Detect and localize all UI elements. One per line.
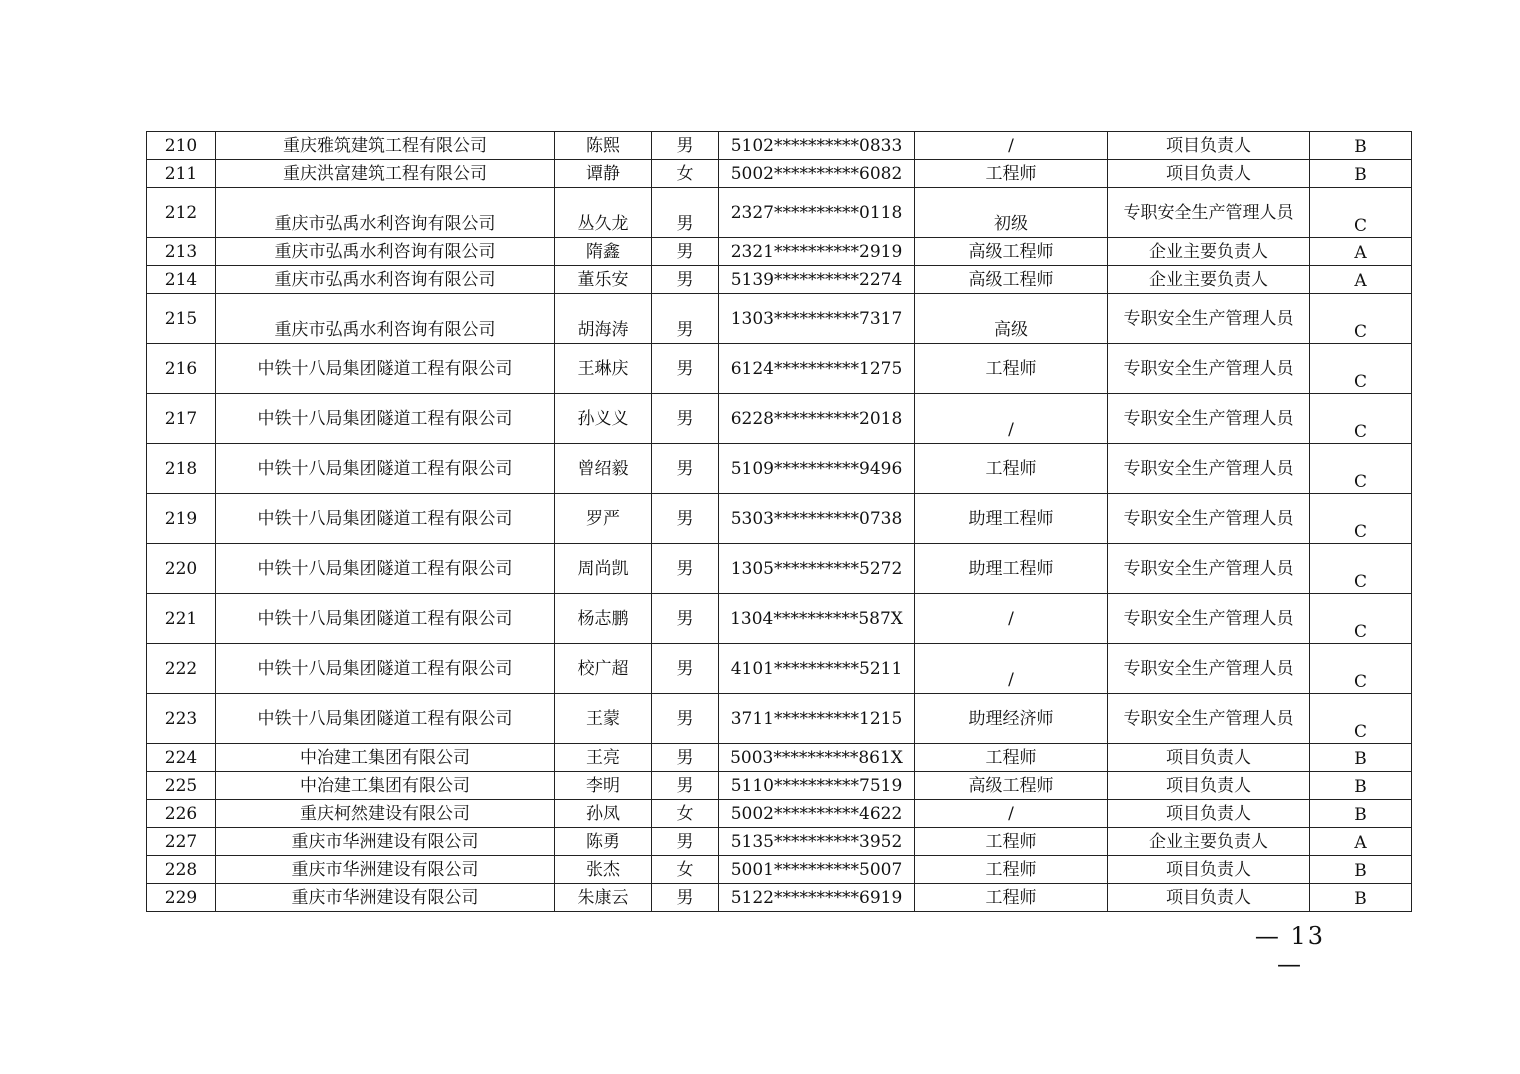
- person-name: 杨志鹏: [555, 594, 652, 644]
- gender: 男: [652, 772, 719, 800]
- person-name: 曾绍毅: [555, 444, 652, 494]
- table-row: [147, 344, 1412, 394]
- professional-title: 助理经济师: [915, 694, 1108, 744]
- row-number: 227: [147, 828, 216, 856]
- table-row: [147, 884, 1412, 912]
- person-name: 丛久龙: [555, 188, 652, 238]
- row-number: 218: [147, 444, 216, 494]
- person-name: 陈勇: [555, 828, 652, 856]
- professional-title: /: [915, 132, 1108, 160]
- table-row: [147, 238, 1412, 266]
- table-row: [147, 294, 1412, 344]
- table-row: [147, 132, 1412, 160]
- rating: B: [1310, 772, 1412, 800]
- job-role: 项目负责人: [1108, 132, 1310, 160]
- id-number: 1304**********587X: [719, 594, 915, 644]
- row-number: 219: [147, 494, 216, 544]
- row-number: 223: [147, 694, 216, 744]
- gender: 男: [652, 744, 719, 772]
- job-role: 项目负责人: [1108, 856, 1310, 884]
- row-number: 226: [147, 800, 216, 828]
- person-name: 李明: [555, 772, 652, 800]
- company-name: 中铁十八局集团隧道工程有限公司: [216, 694, 555, 744]
- table-row: [147, 544, 1412, 594]
- company-name: 中冶建工集团有限公司: [216, 744, 555, 772]
- table-row: [147, 444, 1412, 494]
- table-row: [147, 800, 1412, 828]
- gender: 男: [652, 884, 719, 912]
- gender: 男: [652, 394, 719, 444]
- gender: 男: [652, 294, 719, 344]
- table-row: [147, 160, 1412, 188]
- company-name: 中冶建工集团有限公司: [216, 772, 555, 800]
- row-number: 229: [147, 884, 216, 912]
- person-name: 陈熙: [555, 132, 652, 160]
- table-row: [147, 594, 1412, 644]
- row-number: 215: [147, 294, 216, 344]
- table-row: [147, 494, 1412, 544]
- rating: C: [1310, 444, 1412, 494]
- id-number: 5109**********9496: [719, 444, 915, 494]
- professional-title: /: [915, 594, 1108, 644]
- professional-title: /: [915, 644, 1108, 694]
- company-name: 重庆市弘禹水利咨询有限公司: [216, 294, 555, 344]
- company-name: 重庆市弘禹水利咨询有限公司: [216, 188, 555, 238]
- gender: 男: [652, 594, 719, 644]
- professional-title: 工程师: [915, 444, 1108, 494]
- job-role: 专职安全生产管理人员: [1108, 444, 1310, 494]
- person-name: 隋鑫: [555, 238, 652, 266]
- person-name: 孙凤: [555, 800, 652, 828]
- person-name: 谭静: [555, 160, 652, 188]
- id-number: 5135**********3952: [719, 828, 915, 856]
- page-number: — 13 —: [1254, 922, 1326, 978]
- job-role: 企业主要负责人: [1108, 238, 1310, 266]
- gender: 男: [652, 132, 719, 160]
- rating: C: [1310, 694, 1412, 744]
- gender: 男: [652, 694, 719, 744]
- gender: 男: [652, 266, 719, 294]
- id-number: 1305**********5272: [719, 544, 915, 594]
- id-number: 5001**********5007: [719, 856, 915, 884]
- gender: 男: [652, 494, 719, 544]
- professional-title: 工程师: [915, 344, 1108, 394]
- professional-title: 工程师: [915, 744, 1108, 772]
- job-role: 项目负责人: [1108, 800, 1310, 828]
- company-name: 中铁十八局集团隧道工程有限公司: [216, 544, 555, 594]
- person-name: 王亮: [555, 744, 652, 772]
- row-number: 217: [147, 394, 216, 444]
- row-number: 225: [147, 772, 216, 800]
- professional-title: /: [915, 394, 1108, 444]
- gender: 女: [652, 800, 719, 828]
- job-role: 专职安全生产管理人员: [1108, 544, 1310, 594]
- id-number: 5303**********0738: [719, 494, 915, 544]
- row-number: 211: [147, 160, 216, 188]
- rating: B: [1310, 856, 1412, 884]
- id-number: 5122**********6919: [719, 884, 915, 912]
- id-number: 2327**********0118: [719, 188, 915, 238]
- professional-title: 工程师: [915, 828, 1108, 856]
- person-name: 王蒙: [555, 694, 652, 744]
- table-row: [147, 394, 1412, 444]
- gender: 男: [652, 544, 719, 594]
- table-row: [147, 266, 1412, 294]
- row-number: 228: [147, 856, 216, 884]
- person-name: 孙义义: [555, 394, 652, 444]
- job-role: 专职安全生产管理人员: [1108, 594, 1310, 644]
- rating: C: [1310, 494, 1412, 544]
- professional-title: 高级: [915, 294, 1108, 344]
- row-number: 224: [147, 744, 216, 772]
- row-number: 220: [147, 544, 216, 594]
- job-role: 企业主要负责人: [1108, 266, 1310, 294]
- company-name: 重庆洪富建筑工程有限公司: [216, 160, 555, 188]
- row-number: 216: [147, 344, 216, 394]
- job-role: 项目负责人: [1108, 744, 1310, 772]
- job-role: 专职安全生产管理人员: [1108, 344, 1310, 394]
- professional-title: 高级工程师: [915, 772, 1108, 800]
- rating: C: [1310, 544, 1412, 594]
- person-name: 校广超: [555, 644, 652, 694]
- row-number: 214: [147, 266, 216, 294]
- person-name: 张杰: [555, 856, 652, 884]
- rating: C: [1310, 188, 1412, 238]
- table-row: [147, 772, 1412, 800]
- table-row: [147, 828, 1412, 856]
- company-name: 中铁十八局集团隧道工程有限公司: [216, 444, 555, 494]
- person-name: 董乐安: [555, 266, 652, 294]
- row-number: 222: [147, 644, 216, 694]
- gender: 男: [652, 828, 719, 856]
- person-name: 胡海涛: [555, 294, 652, 344]
- company-name: 重庆市弘禹水利咨询有限公司: [216, 266, 555, 294]
- rating: A: [1310, 238, 1412, 266]
- table-row: [147, 188, 1412, 238]
- professional-title: 助理工程师: [915, 544, 1108, 594]
- company-name: 中铁十八局集团隧道工程有限公司: [216, 344, 555, 394]
- company-name: 重庆雅筑建筑工程有限公司: [216, 132, 555, 160]
- id-number: 5102**********0833: [719, 132, 915, 160]
- id-number: 6228**********2018: [719, 394, 915, 444]
- rating: A: [1310, 266, 1412, 294]
- personnel-table: [146, 131, 1412, 912]
- id-number: 5003**********861X: [719, 744, 915, 772]
- table-row: [147, 644, 1412, 694]
- professional-title: 高级工程师: [915, 238, 1108, 266]
- company-name: 重庆市华洲建设有限公司: [216, 856, 555, 884]
- rating: C: [1310, 594, 1412, 644]
- company-name: 重庆市华洲建设有限公司: [216, 828, 555, 856]
- rating: B: [1310, 160, 1412, 188]
- rating: B: [1310, 800, 1412, 828]
- rating: B: [1310, 132, 1412, 160]
- job-role: 专职安全生产管理人员: [1108, 494, 1310, 544]
- professional-title: 工程师: [915, 160, 1108, 188]
- job-role: 项目负责人: [1108, 160, 1310, 188]
- professional-title: 工程师: [915, 884, 1108, 912]
- gender: 男: [652, 644, 719, 694]
- id-number: 6124**********1275: [719, 344, 915, 394]
- id-number: 1303**********7317: [719, 294, 915, 344]
- job-role: 专职安全生产管理人员: [1108, 294, 1310, 344]
- professional-title: 初级: [915, 188, 1108, 238]
- gender: 男: [652, 188, 719, 238]
- rating: B: [1310, 884, 1412, 912]
- rating: A: [1310, 828, 1412, 856]
- job-role: 项目负责人: [1108, 772, 1310, 800]
- row-number: 212: [147, 188, 216, 238]
- id-number: 5002**********4622: [719, 800, 915, 828]
- company-name: 中铁十八局集团隧道工程有限公司: [216, 394, 555, 444]
- id-number: 4101**********5211: [719, 644, 915, 694]
- rating: C: [1310, 394, 1412, 444]
- table-row: [147, 856, 1412, 884]
- id-number: 5110**********7519: [719, 772, 915, 800]
- rating: B: [1310, 744, 1412, 772]
- person-name: 朱康云: [555, 884, 652, 912]
- person-name: 罗严: [555, 494, 652, 544]
- row-number: 221: [147, 594, 216, 644]
- rating: C: [1310, 344, 1412, 394]
- job-role: 项目负责人: [1108, 884, 1310, 912]
- job-role: 专职安全生产管理人员: [1108, 644, 1310, 694]
- professional-title: /: [915, 800, 1108, 828]
- job-role: 专职安全生产管理人员: [1108, 694, 1310, 744]
- id-number: 2321**********2919: [719, 238, 915, 266]
- professional-title: 高级工程师: [915, 266, 1108, 294]
- job-role: 专职安全生产管理人员: [1108, 394, 1310, 444]
- id-number: 5139**********2274: [719, 266, 915, 294]
- gender: 女: [652, 160, 719, 188]
- company-name: 重庆市弘禹水利咨询有限公司: [216, 238, 555, 266]
- gender: 男: [652, 238, 719, 266]
- job-role: 专职安全生产管理人员: [1108, 188, 1310, 238]
- row-number: 210: [147, 132, 216, 160]
- company-name: 中铁十八局集团隧道工程有限公司: [216, 594, 555, 644]
- table-body: [147, 132, 1412, 912]
- professional-title: 工程师: [915, 856, 1108, 884]
- table-row: [147, 694, 1412, 744]
- table-row: [147, 744, 1412, 772]
- job-role: 企业主要负责人: [1108, 828, 1310, 856]
- professional-title: 助理工程师: [915, 494, 1108, 544]
- gender: 男: [652, 344, 719, 394]
- rating: C: [1310, 294, 1412, 344]
- person-name: 王琳庆: [555, 344, 652, 394]
- gender: 男: [652, 444, 719, 494]
- id-number: 3711**********1215: [719, 694, 915, 744]
- id-number: 5002**********6082: [719, 160, 915, 188]
- company-name: 重庆柯然建设有限公司: [216, 800, 555, 828]
- rating: C: [1310, 644, 1412, 694]
- company-name: 中铁十八局集团隧道工程有限公司: [216, 644, 555, 694]
- company-name: 重庆市华洲建设有限公司: [216, 884, 555, 912]
- row-number: 213: [147, 238, 216, 266]
- person-name: 周尚凯: [555, 544, 652, 594]
- gender: 女: [652, 856, 719, 884]
- company-name: 中铁十八局集团隧道工程有限公司: [216, 494, 555, 544]
